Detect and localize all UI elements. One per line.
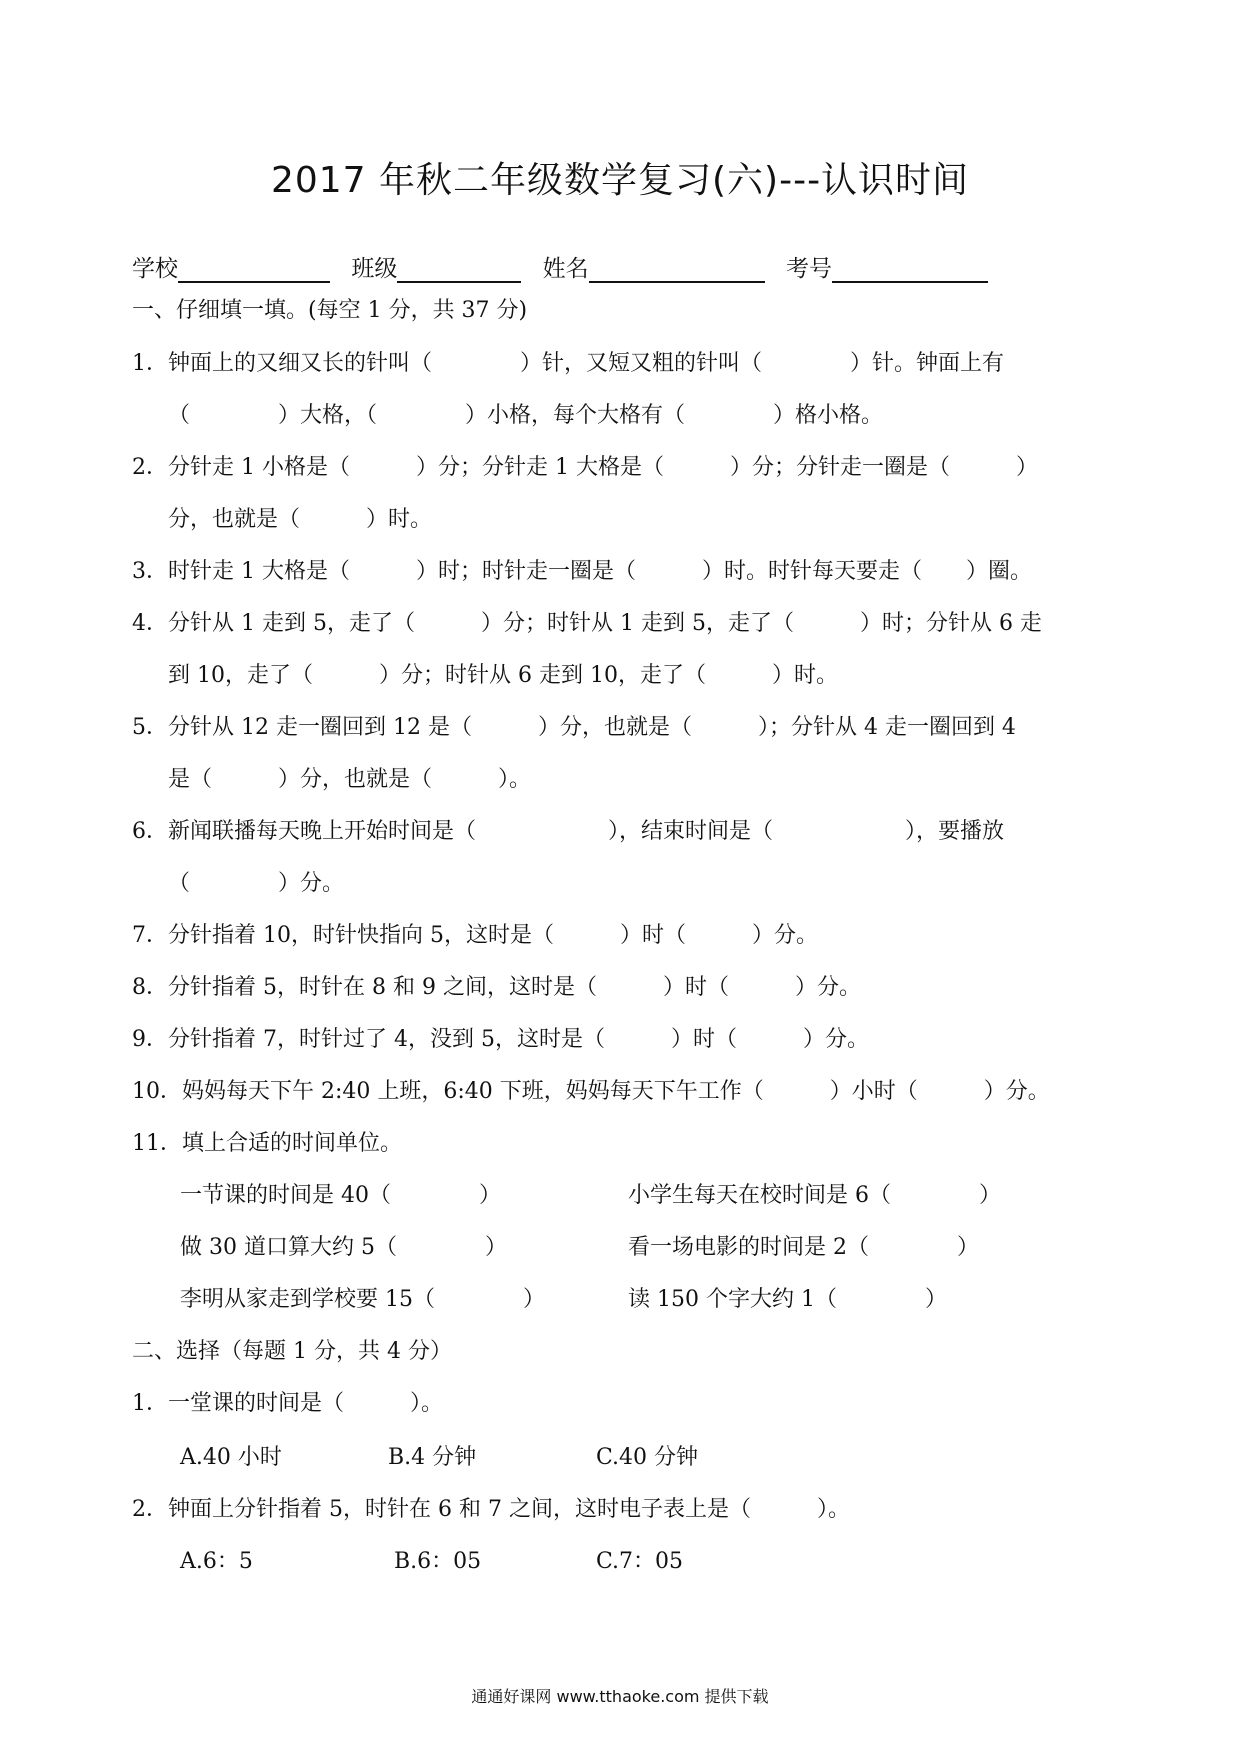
student-info-line	[132, 250, 1002, 283]
question-line: （ ）分。	[168, 871, 345, 896]
question-line: 1．钟面上的又细又长的针叫（ ）针，又短又粗的针叫（ ）针。钟面上有	[132, 351, 1005, 376]
class-label: 班级	[351, 256, 398, 282]
page-footer: 通通好课网 www.tthaoke.com 提供下载	[471, 1687, 769, 1706]
time-unit-item: 小学生每天在校时间是 6（ ）	[628, 1183, 1001, 1208]
question-line: 4．分针从 1 走到 5，走了（ ）分；时针从 1 走到 5，走了（ ）时；分针从 6 走	[132, 611, 1042, 636]
option-b: B.4 分钟	[388, 1445, 477, 1470]
name-blank	[589, 257, 765, 283]
time-unit-item: 看一场电影的时间是 2（ ）	[628, 1235, 979, 1260]
time-unit-item: 李明从家走到学校要 15（ ）	[180, 1287, 545, 1312]
question-line: 6．新闻联播每天晚上开始时间是（ ），结束时间是（ ），要播放	[132, 819, 1005, 844]
school-blank	[178, 257, 330, 283]
question-line: 3．时针走 1 大格是（ ）时；时针走一圈是（ ）时。时针每天要走（ ）圈。	[132, 559, 1032, 584]
exam-number-label: 考号	[785, 256, 832, 282]
question-line: 11．填上合适的时间单位。	[132, 1131, 402, 1156]
class-blank	[397, 257, 521, 283]
section2-heading: 二、选择（每题 1 分，共 4 分）	[132, 1339, 452, 1364]
exam-number-blank	[832, 257, 988, 283]
question-line: 分，也就是（ ）时。	[168, 507, 433, 532]
time-unit-item: 做 30 道口算大约 5（ ）	[180, 1235, 507, 1260]
page-title: 2017 年秋二年级数学复习(六)---认识时间	[270, 160, 970, 201]
question-line: 7．分针指着 10，时针快指向 5，这时是（ ）时（ ）分。	[132, 923, 818, 948]
option-a: A.40 小时	[180, 1445, 282, 1470]
question-line: 到 10，走了（ ）分；时针从 6 走到 10，走了（ ）时。	[168, 663, 838, 688]
name-label: 姓名	[542, 256, 589, 282]
question-line: 5．分针从 12 走一圈回到 12 是（ ）分，也就是（ ）；分针从 4 走一圈回到 4	[132, 715, 1016, 740]
question-line: 9．分针指着 7，时针过了 4，没到 5，这时是（ ）时（ ）分。	[132, 1027, 869, 1052]
time-unit-item: 读 150 个字大约 1（ ）	[628, 1287, 947, 1312]
time-unit-item: 一节课的时间是 40（ ）	[180, 1183, 501, 1208]
choice-question: 2．钟面上分针指着 5，时针在 6 和 7 之间，这时电子表上是（ ）。	[132, 1497, 850, 1522]
question-line: 是（ ）分，也就是（ ）。	[168, 767, 532, 792]
option-c: C.7：05	[596, 1549, 684, 1574]
question-line: 2．分针走 1 小格是（ ）分；分针走 1 大格是（ ）分；分针走一圈是（ ）	[132, 455, 1038, 480]
option-b: B.6：05	[394, 1549, 482, 1574]
choice-question: 1．一堂课的时间是（ ）。	[132, 1391, 443, 1416]
section1-heading: 一、仔细填一填。(每空 1 分，共 37 分)	[132, 298, 528, 323]
question-line: （ ）大格，（ ）小格，每个大格有（ ）格小格。	[168, 403, 884, 428]
option-c: C.40 分钟	[596, 1445, 699, 1470]
question-line: 8．分针指着 5，时针在 8 和 9 之间，这时是（ ）时（ ）分。	[132, 975, 861, 1000]
school-label: 学校	[132, 256, 178, 282]
question-line: 10．妈妈每天下午 2:40 上班，6:40 下班，妈妈每天下午工作（ ）小时（ ）分。	[132, 1079, 1050, 1104]
option-a: A.6：5	[180, 1549, 253, 1574]
